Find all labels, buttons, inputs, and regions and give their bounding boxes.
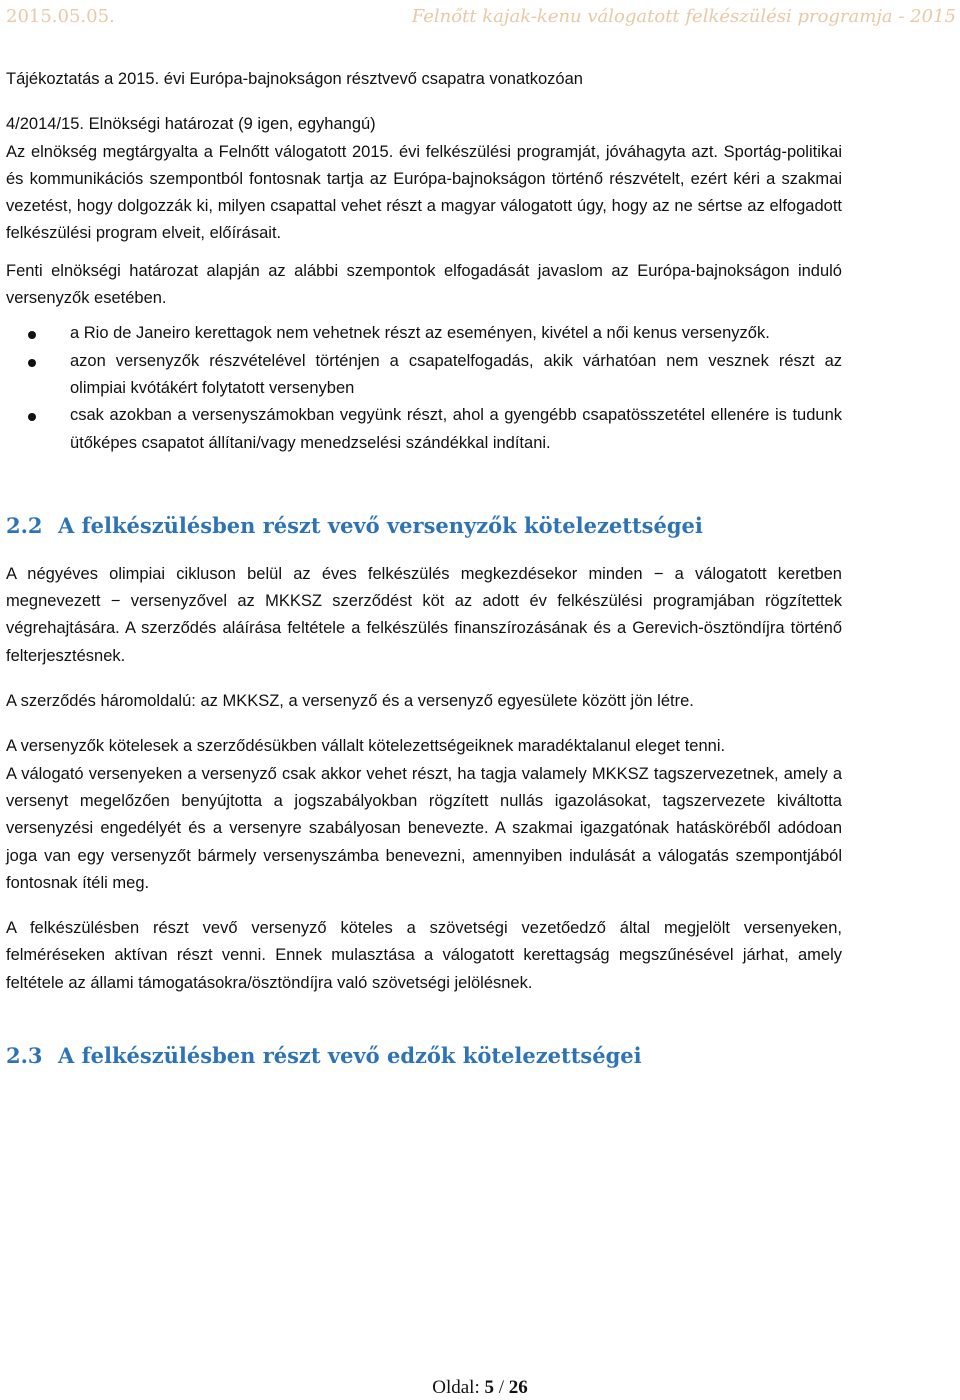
page-header bbox=[6, 6, 956, 32]
list-item: csak azokban a versenyszámokban vegyünk részt, ahol a gyengébb csapatösszetétel ellenére is tudunk ütőképes csapatot állítani/vagy menedzselési szándékkal indítani. bbox=[6, 402, 842, 457]
section-title: A felkészülésben részt vevő versenyzők kötelezettségei bbox=[58, 512, 703, 538]
page-footer bbox=[0, 1377, 960, 1399]
total-page-count: 26 bbox=[508, 1377, 528, 1398]
section-heading-2-2 bbox=[6, 511, 842, 541]
participation-paragraph: A felkészülésben részt vevő versenyző köteles a szövetségi vezetőedző által megjelölt versenyeken, felméréseken aktívan részt venni. Ennek mulasztása a válogatott kerettagság megszűnésével járhat, amely feltétele az állami támogatásokra/ösztöndíjra való szövetségi jelölésnek. bbox=[6, 919, 842, 992]
qualification-paragraph: A válogató versenyeken a versenyző csak akkor vehet részt, ha tagja valamely MKKSZ tagszervezetnek, amely a versenyt megelőzően benyújtotta a jogszabályokban rögzített nullás igazolásokat, tagszervezete kiváltotta versenyzési engedélyét és a versenyre szabályosan benevezte. A szakmai igazgatónak hatásköréből adódoan joga van egy versenyzőt bármely versenyszámba benevezni, amennyiben indulását a válogatás szempontjából fontosnak ítéli meg. bbox=[6, 764, 842, 892]
bullet-icon bbox=[28, 413, 36, 421]
proposal-list bbox=[6, 320, 842, 456]
section-heading-2-3 bbox=[6, 1041, 842, 1071]
contract-paragraph: A négyéves olimpiai cikluson belül az éves felkészülés megkezdésekor minden − a válogatott keretben megnevezett − versenyzővel az MKKSZ szerződést köt az adott év felkészülési programjában rögzítettek végrehajtására. A szerződés aláírása feltétele a felkészülés finanszírozásának és a Gerevich-ösztöndíjra történő felterjesztésnek. bbox=[6, 564, 842, 665]
page-label: Oldal: bbox=[432, 1377, 485, 1398]
current-page-number: 5 bbox=[484, 1377, 494, 1398]
list-item: azon versenyzők részvételével történjen a csapatelfogadás, akik várhatóan nem vesznek részt az olimpiai kvótákért folytatott versenyben bbox=[6, 348, 842, 403]
document-body bbox=[6, 66, 842, 1071]
proposal-intro: Fenti elnökségi határozat alapján az alábbi szempontok elfogadását javaslom az Európa-bajnokságon induló versenyzők esetében. bbox=[6, 261, 842, 308]
header-program-title: Felnőtt kajak-kenu válogatott felkészülési programja - 2015 bbox=[411, 6, 956, 27]
section-number: 2.2 bbox=[6, 512, 43, 538]
resolution-text: Az elnökség megtárgyalta a Felnőtt válogatott 2015. évi felkészülési programját, jóváhagyta azt. Sportág-politikai és kommunikációs szempontból fontosnak tartja az Európa-bajnokságon történő részvételt, ezért kéri a szakmai vezetést, hogy dolgozzák ki, milyen csapattal vehet részt a magyar válogatott úgy, hogy az ne sértse az elfogadott felkészülési program elveit, előírásait. bbox=[6, 142, 842, 243]
page-separator: / bbox=[493, 1377, 509, 1398]
resolution-number: 4/2014/15. Elnökségi határozat (9 igen, egyhangú) bbox=[6, 115, 376, 134]
contract-parties-paragraph: A szerződés háromoldalú: az MKKSZ, a versenyző és a versenyző egyesülete között jön létre. bbox=[6, 692, 694, 711]
list-item: a Rio de Janeiro kerettagok nem vehetnek részt az eseményen, kivétel a női kenus versenyzők. bbox=[6, 320, 842, 347]
header-date: 2015.05.05. bbox=[6, 6, 115, 27]
bullet-icon bbox=[28, 359, 36, 367]
bullet-icon bbox=[28, 331, 36, 339]
obligations-paragraph: A versenyzők kötelesek a szerződésükben vállalt kötelezettségeiknek maradéktalanul eleget tenni. bbox=[6, 737, 726, 756]
intro-paragraph: Tájékoztatás a 2015. évi Európa-bajnokságon résztvevő csapatra vonatkozóan bbox=[6, 70, 583, 88]
section-title: A felkészülésben részt vevő edzők kötelezettségei bbox=[58, 1043, 642, 1069]
section-number: 2.3 bbox=[6, 1043, 43, 1069]
